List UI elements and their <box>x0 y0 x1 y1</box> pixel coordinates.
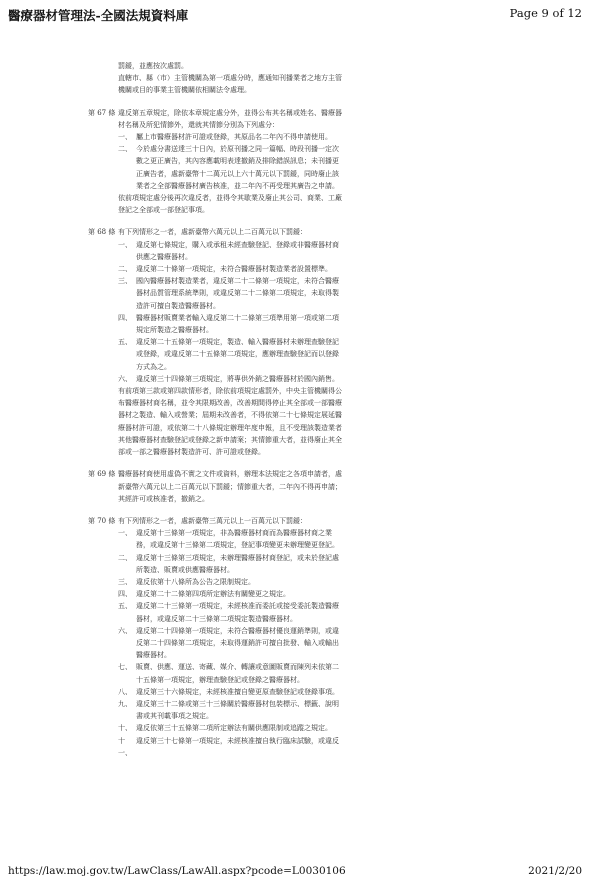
item-text: 違反第二十四條第一項規定，未符合醫療器材優良運銷準則，或違反第二十四條第二項規定，未取得運銷許可擅自批發、輸入或輸出醫療器材。 <box>136 626 339 660</box>
article-paragraph: 有前項第三款或第四款情形者，除依前項規定處罰外，中央主管機關得公布醫療器材商名稱，並令其限期改善，改善期間得停止其全部或一部醫療器材之製造、輸入或營業；屆期未改善者，不得依第二十七條規定展延醫療器材許可證，或依第二十八條規定辦理年度申報，且不受理該製造業者其他醫療器材查驗登記或登錄之新申請案；其情節重大者，並得廢止其全部或一部之醫療器材製造許可、許可證或登錄。 <box>118 387 342 457</box>
item-number: 二、 <box>118 553 132 562</box>
list-item <box>118 588 344 600</box>
item-text: 違反第二十二條第四項所定辦法有關變更之規定。 <box>136 590 290 599</box>
article-69 <box>88 468 538 505</box>
list-item <box>118 373 344 385</box>
footer-url[interactable]: https://law.moj.gov.tw/LawClass/LawAll.aspx?pcode=L0030106 <box>8 865 346 877</box>
item-text: 違反第三十四條第三項規定，將專供外銷之醫療器材於國內銷售。 <box>136 374 339 383</box>
article-paragraph: 依前項規定處分後再次違反者，並得令其歇業及廢止其公司、商業、工廠登記之全部或一部登記事項。 <box>118 194 342 215</box>
list-item <box>118 263 344 275</box>
list-item <box>118 722 344 734</box>
article-body <box>118 107 344 217</box>
list-item <box>118 576 344 588</box>
item-text: 違反第二十五條第一項規定，製造、輸入醫療器材未辦理查驗登記或登錄，或違反第二十五條第二項規定，應辦理查驗登記而以登錄方式為之。 <box>136 338 339 371</box>
item-text: 違反第二十三條第一項規定，未經核准而委託或接受委託製造醫療器材，或違反第二十三條第二項規定製造醫療器材。 <box>136 602 339 623</box>
list-item <box>118 625 344 662</box>
article-paragraph: 有下列情形之一者，處新臺幣三萬元以上一百萬元以下罰鍰： <box>118 516 307 525</box>
item-number: 七、 <box>118 663 132 672</box>
item-text: 今於處分書送達三十日內，於原刊播之同一篇幅、時段刊播一定次數之更正廣告，其內容應載明表達撤銷及排除錯誤訊息；未刊播更正廣告者，處新臺幣十二萬元以上六十萬元以下罰鍰，同時廢止該業者之全部醫療器材廣告核准，並二年內不再受理其廣告之申請。 <box>136 145 339 190</box>
article-number: 第 69 條 <box>88 470 116 479</box>
article-70 <box>88 515 538 759</box>
item-number: 六、 <box>118 626 132 635</box>
article-68 <box>88 226 538 458</box>
item-text: 違反依第三十五條第二項所定辦法有關供應限制或追蹤之規定。 <box>136 724 332 733</box>
list-item <box>118 600 344 624</box>
item-text: 違反第三十七條第一項規定，未經核准擅自執行臨床試驗，或違反 <box>136 736 339 745</box>
list-item <box>118 336 344 373</box>
article-body <box>118 468 344 505</box>
item-text: 違反第十三條第三項規定，未辦理醫療器材商登記，或未於登記處所製造、販賣或供應醫療器材。 <box>136 553 339 574</box>
lead-paragraph: 罰鍰，並應按次處罰。 <box>118 62 188 70</box>
list-item <box>118 275 344 312</box>
item-text: 違反第七條規定，購入或承租未經查驗登記、登錄或非醫療器材商供應之醫療器材。 <box>136 240 339 261</box>
article-body <box>118 515 344 759</box>
item-text: 違反依第十八條所為公告之限制規定。 <box>136 577 255 586</box>
footer-date: 2021/2/20 <box>528 865 582 877</box>
item-text: 醫療器材販賣業者輸入違反第二十二條第三項準用第一項或第二項規定所製造之醫療器材。 <box>136 313 339 335</box>
continued-text <box>88 60 538 97</box>
item-number: 九、 <box>118 699 132 708</box>
list-item <box>118 143 344 192</box>
article-number: 第 67 條 <box>88 108 116 117</box>
item-text: 違反第三十六條規定，未經核准擅自變更原查驗登記或登錄事項。 <box>136 687 339 696</box>
item-text: 違反第二十條第一項規定，未符合醫療器材製造業者設置標準。 <box>136 265 332 274</box>
list-item <box>118 552 344 576</box>
page-number: Page 9 of 12 <box>509 6 582 20</box>
item-number: 一、 <box>118 133 132 142</box>
item-number: 三、 <box>118 277 132 286</box>
article-paragraph: 醫療器材商使用虛偽不實之文件或資料，辦理本法規定之各項申請者，處新臺幣六萬元以上二百萬元以下罰鍰；情節重大者，二年內不得再申請；其經許可或核准者，撤銷之。 <box>118 470 342 503</box>
item-number: 四、 <box>118 590 132 599</box>
item-text: 違反第三十二條或第三十三條關於醫療器材包裝標示、標籤、說明書或其刊載事項之規定。 <box>136 699 339 721</box>
document-title: 醫療器材管理法-全國法規資料庫 <box>8 8 189 23</box>
article-67 <box>88 107 538 217</box>
list-item <box>118 698 344 722</box>
article-paragraph: 違反第五章規定，除依本章規定處分外，並得公布其名稱或姓名、醫療器材名稱及所犯情節外，還就其情節分別為下列處分： <box>118 108 342 129</box>
item-number: 一、 <box>118 240 132 249</box>
article-number: 第 70 條 <box>88 516 116 525</box>
item-text: 屬上市醫療器材許可證或登錄，其原品名二年內不得申請使用。 <box>136 133 332 142</box>
article-paragraph: 有下列情形之一者，處新臺幣六萬元以上二百萬元以下罰鍰： <box>118 228 307 237</box>
item-number: 八、 <box>118 687 132 696</box>
item-number: 一、 <box>118 529 132 538</box>
item-number: 十一、 <box>118 736 132 757</box>
item-number: 六、 <box>118 374 132 383</box>
list-item <box>118 661 344 685</box>
item-number: 二、 <box>118 265 132 274</box>
item-text: 違反第十三條第一項規定，非為醫療器材商而為醫療器材商之業務，或違反第十三條第二項規定，登記事項變更未辦理變更登記。 <box>136 529 339 550</box>
item-number: 二、 <box>118 145 132 154</box>
lead-paragraph: 直轄市、縣（市）主管機關為第一項處分時，應通知刊播業者之地方主管機關或目的事業主管機關依相關法令處理。 <box>118 74 342 95</box>
item-number: 四、 <box>118 313 132 322</box>
article-body <box>118 226 344 458</box>
document-body <box>88 60 538 759</box>
list-item <box>118 735 344 759</box>
item-number: 五、 <box>118 602 132 611</box>
item-text: 販賣、供應、運送、寄藏、媒介、轉讓或意圖販賣而陳列未依第二十五條第一項規定，辦理查驗登記或登錄之醫療器材。 <box>136 663 339 684</box>
item-number: 三、 <box>118 577 132 586</box>
list-item <box>118 686 344 698</box>
list-item <box>118 527 344 551</box>
list-item <box>118 239 344 263</box>
item-text: 國內醫療器材製造業者，違反第二十二條第一項規定，未符合醫療器材品質管理系統準則，或違反第二十二條第二項規定，未取得製造許可擅自製造醫療器材。 <box>136 277 339 310</box>
list-item <box>118 312 344 336</box>
item-number: 五、 <box>118 338 132 347</box>
item-number: 十、 <box>118 724 132 733</box>
article-number: 第 68 條 <box>88 228 116 237</box>
list-item <box>118 131 344 143</box>
